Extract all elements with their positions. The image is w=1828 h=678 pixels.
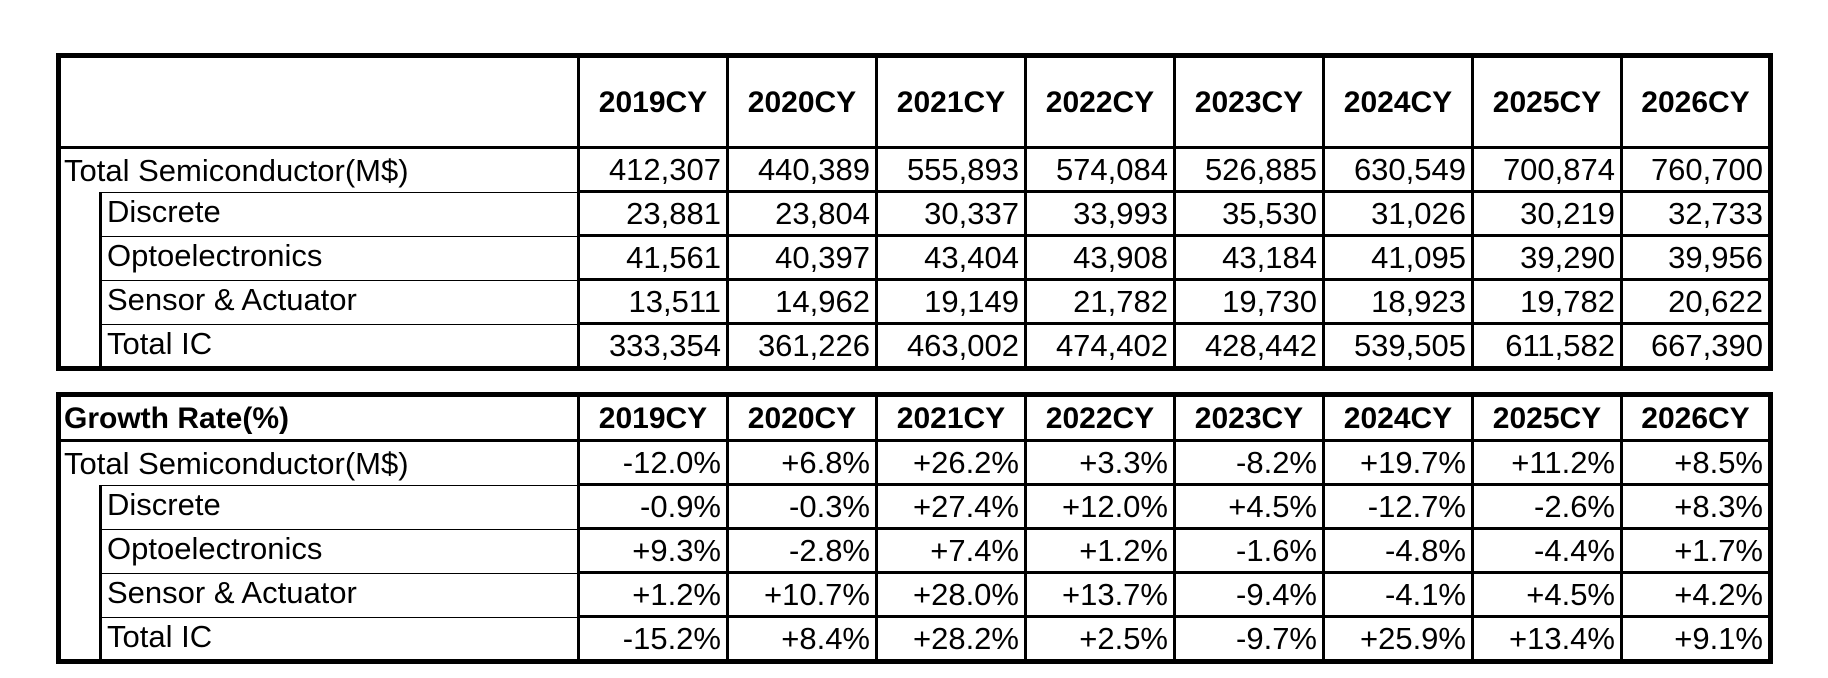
value-cell: +2.5% [1026,617,1175,662]
value-cell: +6.8% [728,441,877,485]
value-cell: +28.2% [877,617,1026,662]
value-cell: -0.3% [728,485,877,529]
header-corner-cell [59,56,579,148]
table-row [59,324,1771,369]
year-header: 2021CY [877,395,1026,441]
year-header: 2025CY [1473,56,1622,148]
value-cell: 30,337 [877,192,1026,236]
value-cell: +11.2% [1473,441,1622,485]
value-cell: 630,549 [1324,148,1473,192]
year-header: 2023CY [1175,395,1324,441]
value-cell: 33,993 [1026,192,1175,236]
semiconductor-market-table [56,53,1773,371]
value-cell: -9.7% [1175,617,1324,662]
value-cell: +7.4% [877,529,1026,573]
value-cell: +10.7% [728,573,877,617]
row-label-cell [59,529,579,573]
value-cell: 574,084 [1026,148,1175,192]
table-row [59,617,1771,662]
year-header: 2024CY [1324,56,1473,148]
value-cell: +25.9% [1324,617,1473,662]
row-label-cell [59,192,579,236]
value-cell: +1.7% [1622,529,1771,573]
growth-rate-title: Growth Rate(%) [59,395,579,441]
value-cell: 23,881 [579,192,728,236]
value-cell: 39,290 [1473,236,1622,280]
value-cell: 43,404 [877,236,1026,280]
row-label-cell [59,324,579,369]
value-cell: -4.1% [1324,573,1473,617]
value-cell: 19,149 [877,280,1026,324]
value-cell: +8.5% [1622,441,1771,485]
row-label: Discrete [99,192,577,236]
value-cell: 18,923 [1324,280,1473,324]
value-cell: -12.7% [1324,485,1473,529]
row-label-cell [59,236,579,280]
value-cell: 526,885 [1175,148,1324,192]
row-label: Discrete [99,485,577,529]
year-header: 2026CY [1622,395,1771,441]
row-label: Total Semiconductor(M$) [64,152,409,188]
row-label: Sensor & Actuator [99,280,577,324]
row-label-cell [59,280,579,324]
value-cell: 611,582 [1473,324,1622,369]
value-cell: 43,184 [1175,236,1324,280]
value-cell: 43,908 [1026,236,1175,280]
value-cell: 463,002 [877,324,1026,369]
table-row [59,573,1771,617]
value-cell: +28.0% [877,573,1026,617]
table-row [59,148,1771,192]
year-header: 2022CY [1026,56,1175,148]
value-cell: -15.2% [579,617,728,662]
table-row [59,192,1771,236]
table-row [59,236,1771,280]
row-label: Sensor & Actuator [99,573,577,617]
value-cell: 667,390 [1622,324,1771,369]
value-cell: 41,561 [579,236,728,280]
value-cell: 41,095 [1324,236,1473,280]
value-cell: -1.6% [1175,529,1324,573]
value-cell: -2.6% [1473,485,1622,529]
table-header-row [59,395,1771,441]
value-cell: 30,219 [1473,192,1622,236]
value-cell: 440,389 [728,148,877,192]
year-header: 2021CY [877,56,1026,148]
row-label: Optoelectronics [99,236,577,280]
table-row [59,280,1771,324]
value-cell: +1.2% [1026,529,1175,573]
value-cell: +26.2% [877,441,1026,485]
row-label: Optoelectronics [99,529,577,573]
year-header: 2020CY [728,56,877,148]
value-cell: +4.5% [1175,485,1324,529]
value-cell: 474,402 [1026,324,1175,369]
value-cell: -9.4% [1175,573,1324,617]
value-cell: 23,804 [728,192,877,236]
row-label: Total IC [99,324,577,368]
value-cell: 539,505 [1324,324,1473,369]
row-label: Total IC [99,617,577,661]
value-cell: +27.4% [877,485,1026,529]
value-cell: 555,893 [877,148,1026,192]
value-cell: +12.0% [1026,485,1175,529]
value-cell: 13,511 [579,280,728,324]
value-cell: +9.3% [579,529,728,573]
value-cell: +3.3% [1026,441,1175,485]
value-cell: +1.2% [579,573,728,617]
row-label-cell [59,617,579,662]
value-cell: 39,956 [1622,236,1771,280]
value-cell: 32,733 [1622,192,1771,236]
value-cell: -8.2% [1175,441,1324,485]
value-cell: 19,782 [1473,280,1622,324]
value-cell: 14,962 [728,280,877,324]
year-header: 2024CY [1324,395,1473,441]
year-header: 2023CY [1175,56,1324,148]
value-cell: +8.3% [1622,485,1771,529]
value-cell: -2.8% [728,529,877,573]
value-cell: +13.7% [1026,573,1175,617]
year-header: 2020CY [728,395,877,441]
value-cell: 19,730 [1175,280,1324,324]
value-cell: -0.9% [579,485,728,529]
value-cell: -4.4% [1473,529,1622,573]
table-row [59,485,1771,529]
year-header: 2022CY [1026,395,1175,441]
year-header: 2019CY [579,395,728,441]
value-cell: 31,026 [1324,192,1473,236]
value-cell: -4.8% [1324,529,1473,573]
value-cell: 361,226 [728,324,877,369]
value-cell: +8.4% [728,617,877,662]
value-cell: +9.1% [1622,617,1771,662]
value-cell: 760,700 [1622,148,1771,192]
value-cell: 333,354 [579,324,728,369]
table-row [59,529,1771,573]
value-cell: 412,307 [579,148,728,192]
value-cell: +4.5% [1473,573,1622,617]
row-label-cell [59,485,579,529]
value-cell: 21,782 [1026,280,1175,324]
year-header: 2019CY [579,56,728,148]
value-cell: 40,397 [728,236,877,280]
value-cell: 700,874 [1473,148,1622,192]
value-cell: +13.4% [1473,617,1622,662]
year-header: 2025CY [1473,395,1622,441]
year-header: 2026CY [1622,56,1771,148]
value-cell: -12.0% [579,441,728,485]
row-label: Total Semiconductor(M$) [64,445,409,481]
table-header-row [59,56,1771,148]
value-cell: +19.7% [1324,441,1473,485]
table-row [59,441,1771,485]
value-cell: 428,442 [1175,324,1324,369]
row-label-cell [59,573,579,617]
value-cell: 20,622 [1622,280,1771,324]
growth-rate-table [56,392,1773,664]
value-cell: 35,530 [1175,192,1324,236]
value-cell: +4.2% [1622,573,1771,617]
